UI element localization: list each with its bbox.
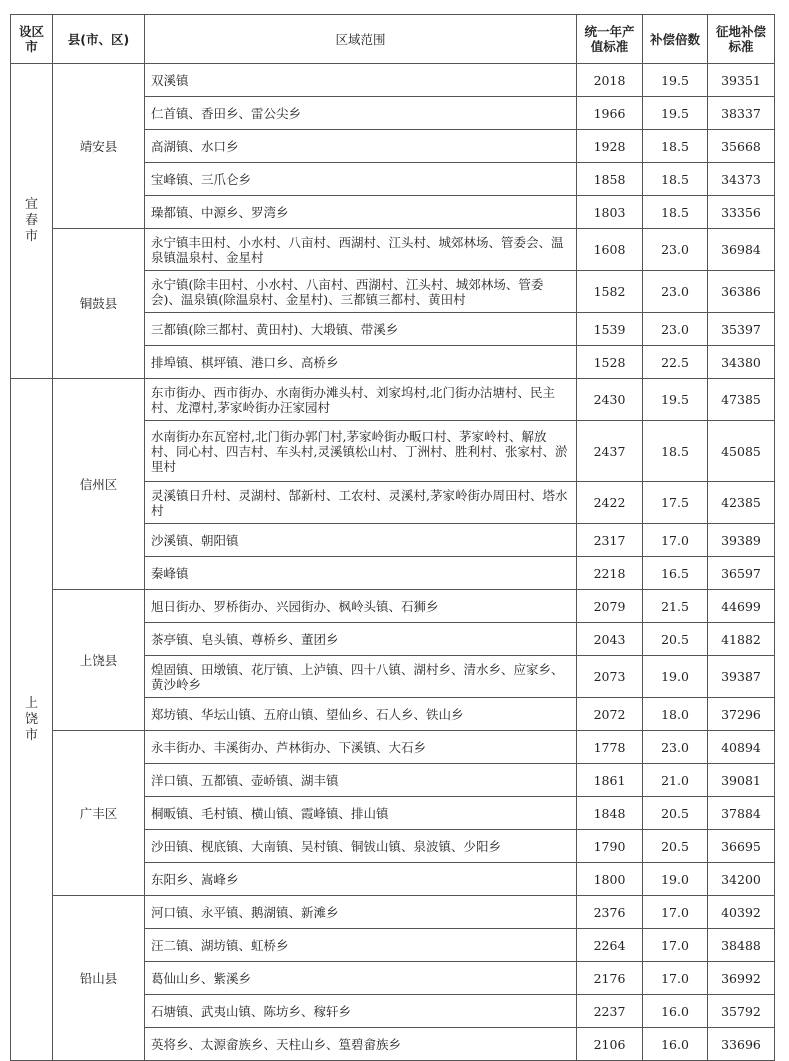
multiple-cell: 17.5 [643,482,708,524]
standard-cell: 45085 [708,421,775,482]
output-cell: 1790 [577,830,643,863]
multiple-cell: 16.0 [643,1028,708,1061]
output-cell: 2376 [577,896,643,929]
output-cell: 1928 [577,130,643,163]
standard-cell: 34380 [708,346,775,379]
standard-cell: 33696 [708,1028,775,1061]
standard-cell: 33356 [708,196,775,229]
city-label: 宜春市 [24,197,38,244]
multiple-cell: 17.0 [643,896,708,929]
table-row [11,896,775,929]
standard-cell: 36984 [708,229,775,271]
county-cell: 铜鼓县 [53,229,145,379]
standard-cell: 42385 [708,482,775,524]
area-cell: 水南街办东瓦窑村,北门街办郭门村,茅家岭街办畈口村、茅家岭村、解放村、同心村、四吉村、车头村,灵溪镇松山村、丁洲村、胜利村、张家村、淤里村 [145,421,577,482]
table-row [11,64,775,97]
standard-cell: 34200 [708,863,775,896]
area-cell: 排埠镇、棋坪镇、港口乡、高桥乡 [145,346,577,379]
area-cell: 永丰街办、丰溪街办、芦林街办、下溪镇、大石乡 [145,731,577,764]
output-cell: 1528 [577,346,643,379]
standard-cell: 39081 [708,764,775,797]
area-cell: 桐畈镇、毛村镇、横山镇、霞峰镇、排山镇 [145,797,577,830]
multiple-cell: 18.5 [643,130,708,163]
output-cell: 2176 [577,962,643,995]
city-label: 上饶市 [24,695,38,743]
area-cell: 璪都镇、中源乡、罗湾乡 [145,196,577,229]
standard-cell: 35792 [708,995,775,1028]
multiple-cell: 17.0 [643,962,708,995]
multiple-cell: 19.5 [643,379,708,421]
output-cell: 1848 [577,797,643,830]
output-cell: 2237 [577,995,643,1028]
county-cell: 靖安县 [53,64,145,229]
table-row [11,229,775,271]
area-cell: 洋口镇、五都镇、壶峤镇、湖丰镇 [145,764,577,797]
standard-cell: 36992 [708,962,775,995]
header-row [11,15,775,64]
county-cell: 信州区 [53,379,145,590]
multiple-cell: 23.0 [643,229,708,271]
header-city: 设区市 [11,15,53,64]
table-row [11,731,775,764]
output-cell: 2018 [577,64,643,97]
output-cell: 1966 [577,97,643,130]
multiple-cell: 16.5 [643,557,708,590]
area-cell: 煌固镇、田墩镇、花厅镇、上泸镇、四十八镇、湖村乡、清水乡、应家乡、黄沙岭乡 [145,656,577,698]
table-row [11,590,775,623]
city-cell [11,379,53,1061]
multiple-cell: 17.0 [643,524,708,557]
output-cell: 2043 [577,623,643,656]
output-cell: 2430 [577,379,643,421]
standard-cell: 39387 [708,656,775,698]
standard-cell: 38337 [708,97,775,130]
table-body [11,64,775,1061]
standard-cell: 44699 [708,590,775,623]
area-cell: 旭日街办、罗桥街办、兴园街办、枫岭头镇、石狮乡 [145,590,577,623]
area-cell: 灵溪镇日升村、灵湖村、郜新村、工农村、灵溪村,茅家岭街办周田村、塔水村 [145,482,577,524]
multiple-cell: 19.5 [643,64,708,97]
header-multiple: 补偿倍数 [643,15,708,64]
multiple-cell: 19.5 [643,97,708,130]
area-cell: 仁首镇、香田乡、雷公尖乡 [145,97,577,130]
standard-cell: 35397 [708,313,775,346]
output-cell: 1539 [577,313,643,346]
multiple-cell: 21.5 [643,590,708,623]
multiple-cell: 23.0 [643,313,708,346]
multiple-cell: 18.0 [643,698,708,731]
area-cell: 茶亭镇、皂头镇、尊桥乡、董团乡 [145,623,577,656]
header-area: 区域范围 [145,15,577,64]
output-cell: 1608 [577,229,643,271]
area-cell: 永宁镇(除丰田村、小水村、八亩村、西湖村、江头村、城郊林场、管委会)、温泉镇(除温泉村、金星村)、三都镇三都村、黄田村 [145,271,577,313]
multiple-cell: 20.5 [643,830,708,863]
multiple-cell: 18.5 [643,163,708,196]
multiple-cell: 21.0 [643,764,708,797]
standard-cell: 40392 [708,896,775,929]
multiple-cell: 23.0 [643,271,708,313]
output-cell: 2422 [577,482,643,524]
area-cell: 郑坊镇、华坛山镇、五府山镇、望仙乡、石人乡、铁山乡 [145,698,577,731]
area-cell: 东阳乡、嵩峰乡 [145,863,577,896]
header-county: 县(市、区) [53,15,145,64]
standard-cell: 36386 [708,271,775,313]
output-cell: 2073 [577,656,643,698]
standard-cell: 47385 [708,379,775,421]
table-row [11,379,775,421]
county-cell: 广丰区 [53,731,145,896]
area-cell: 宝峰镇、三爪仑乡 [145,163,577,196]
area-cell: 双溪镇 [145,64,577,97]
area-cell: 石塘镇、武夷山镇、陈坊乡、稼轩乡 [145,995,577,1028]
output-cell: 1778 [577,731,643,764]
output-cell: 2317 [577,524,643,557]
area-cell: 河口镇、永平镇、鹅湖镇、新滩乡 [145,896,577,929]
multiple-cell: 16.0 [643,995,708,1028]
area-cell: 永宁镇丰田村、小水村、八亩村、西湖村、江头村、城郊林场、管委会、温泉镇温泉村、金星村 [145,229,577,271]
standard-cell: 40894 [708,731,775,764]
document-page [10,14,774,1061]
output-cell: 2264 [577,929,643,962]
standard-cell: 39351 [708,64,775,97]
area-cell: 汪二镇、湖坊镇、虹桥乡 [145,929,577,962]
output-cell: 2106 [577,1028,643,1061]
county-cell: 上饶县 [53,590,145,731]
multiple-cell: 18.5 [643,421,708,482]
standard-cell: 36597 [708,557,775,590]
multiple-cell: 18.5 [643,196,708,229]
standard-cell: 35668 [708,130,775,163]
output-cell: 2079 [577,590,643,623]
area-cell: 东市街办、西市街办、水南街办滩头村、刘家坞村,北门街办沽塘村、民主村、龙潭村,茅家岭街办汪家园村 [145,379,577,421]
area-cell: 英将乡、太源畲族乡、天柱山乡、篁碧畲族乡 [145,1028,577,1061]
output-cell: 1858 [577,163,643,196]
standard-cell: 39389 [708,524,775,557]
output-cell: 1803 [577,196,643,229]
multiple-cell: 22.5 [643,346,708,379]
standard-cell: 37884 [708,797,775,830]
standard-cell: 37296 [708,698,775,731]
city-cell [11,64,53,379]
multiple-cell: 19.0 [643,656,708,698]
area-cell: 三都镇(除三都村、黄田村)、大塅镇、带溪乡 [145,313,577,346]
standard-cell: 36695 [708,830,775,863]
area-cell: 沙溪镇、朝阳镇 [145,524,577,557]
output-cell: 1582 [577,271,643,313]
multiple-cell: 17.0 [643,929,708,962]
area-cell: 秦峰镇 [145,557,577,590]
multiple-cell: 23.0 [643,731,708,764]
output-cell: 2218 [577,557,643,590]
area-cell: 高湖镇、水口乡 [145,130,577,163]
multiple-cell: 19.0 [643,863,708,896]
standard-cell: 38488 [708,929,775,962]
output-cell: 2072 [577,698,643,731]
header-standard: 征地补偿标准 [708,15,775,64]
compensation-table [10,14,775,1061]
output-cell: 2437 [577,421,643,482]
multiple-cell: 20.5 [643,797,708,830]
standard-cell: 41882 [708,623,775,656]
header-output: 统一年产值标准 [577,15,643,64]
area-cell: 沙田镇、枧底镇、大南镇、吴村镇、铜钹山镇、泉波镇、少阳乡 [145,830,577,863]
county-cell: 铅山县 [53,896,145,1061]
multiple-cell: 20.5 [643,623,708,656]
standard-cell: 34373 [708,163,775,196]
output-cell: 1861 [577,764,643,797]
output-cell: 1800 [577,863,643,896]
area-cell: 葛仙山乡、紫溪乡 [145,962,577,995]
